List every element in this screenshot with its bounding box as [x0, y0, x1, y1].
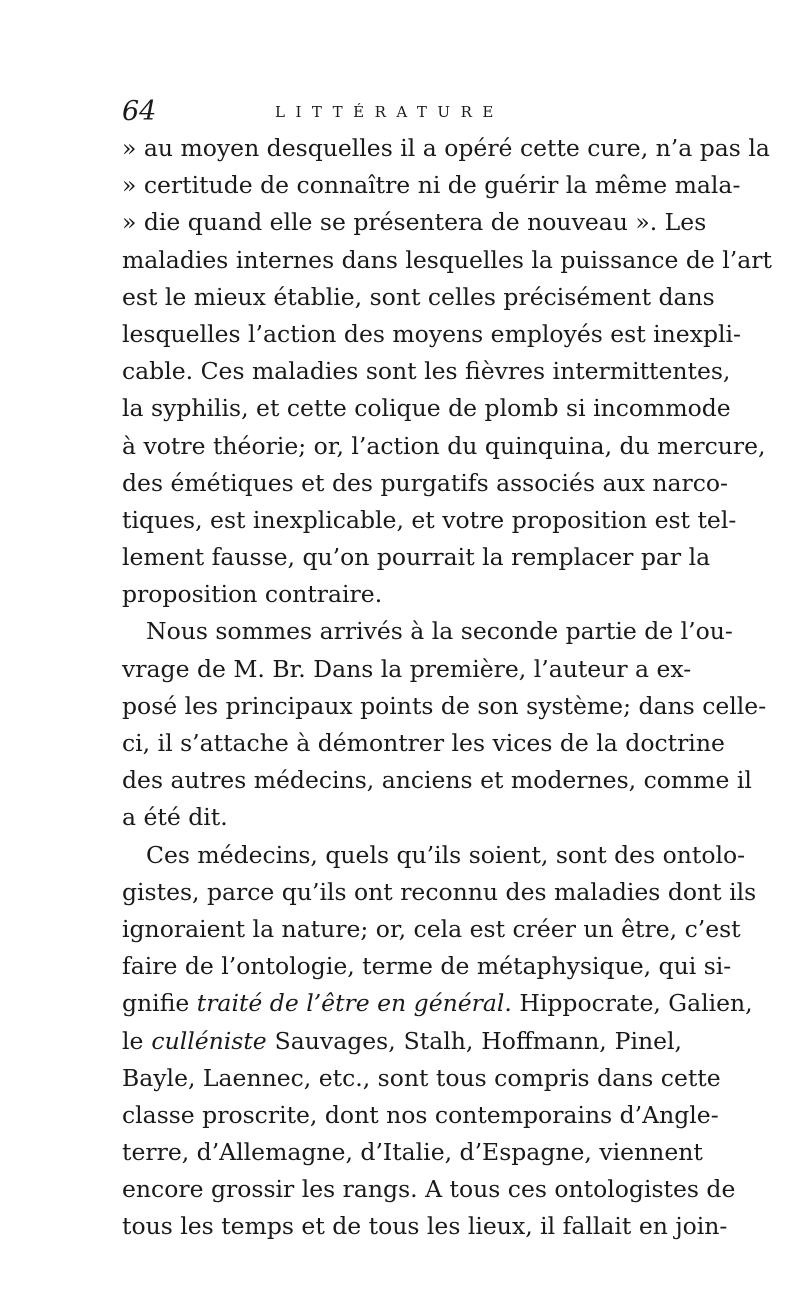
text-line: lement fausse, qu’on pourrait la remplacer par la: [122, 543, 711, 572]
text-line: Nous sommes arrivés à la seconde partie de l’ou-: [146, 617, 733, 646]
text-line: encore grossir les rangs. A tous ces ontologistes de: [122, 1175, 736, 1204]
text-line: classe proscrite, dont nos contemporains d’Angle-: [122, 1100, 719, 1129]
italic-phrase: culléniste: [151, 1026, 267, 1055]
text-line: le culléniste Sauvages, Stalh, Hoffmann, Pinel,: [122, 1026, 682, 1055]
text-line: des autres médecins, anciens et modernes, comme il: [122, 766, 752, 795]
text-line: Ces médecins, quels qu’ils soient, sont des ontolo-: [146, 840, 746, 869]
italic-phrase: traité de l’être en général: [196, 989, 505, 1018]
text-line: vrage de M. Br. Dans la première, l’auteur a ex-: [122, 654, 692, 683]
text-line: proposition contraire.: [122, 580, 383, 609]
text-line: gnifie traité de l’être en général. Hippocrate, Galien,: [122, 989, 753, 1018]
text-line: des émétiques et des purgatifs associés aux narco-: [122, 468, 728, 497]
body-text: [122, 130, 772, 1246]
text-line: tous les temps et de tous les lieux, il fallait en join-: [122, 1212, 728, 1241]
text-line: » au moyen desquelles il a opéré cette cure, n’a pas la: [122, 134, 770, 162]
text-line: maladies internes dans lesquelles la puissance de l’art: [122, 245, 772, 274]
text-line: à votre théorie; or, l’action du quinquina, du mercure,: [122, 431, 766, 460]
page-number: 64: [122, 96, 157, 127]
text-line: terre, d’Allemagne, d’Italie, d’Espagne, viennent: [122, 1138, 703, 1167]
text-line: cable. Ces maladies sont les fièvres intermittentes,: [122, 357, 731, 386]
text-line: est le mieux établie, sont celles précisément dans: [122, 282, 715, 311]
text-line: » die quand elle se présentera de nouveau ». Les: [122, 208, 707, 237]
text-line: lesquelles l’action des moyens employés est inexpli-: [122, 319, 741, 348]
text-line: posé les principaux points de son système; dans celle-: [122, 691, 767, 720]
text-line: tiques, est inexplicable, et votre proposition est tel-: [122, 505, 737, 534]
text-line: gistes, parce qu’ils ont reconnu des maladies dont ils: [122, 877, 757, 906]
running-title: LITTÉRATURE: [275, 103, 504, 121]
text-line: » certitude de connaître ni de guérir la même mala-: [122, 171, 741, 200]
text-line: Bayle, Laennec, etc., sont tous compris dans cette: [122, 1063, 721, 1092]
text-line: la syphilis, et cette colique de plomb si incommode: [122, 394, 731, 423]
text-line: faire de l’ontologie, terme de métaphysique, qui si-: [122, 952, 732, 981]
text-line: a été dit.: [122, 803, 228, 832]
text-line: ignoraient la nature; or, cela est créer un être, c’est: [122, 914, 741, 943]
text-line: ci, il s’attache à démontrer les vices de la doctrine: [122, 729, 725, 757]
